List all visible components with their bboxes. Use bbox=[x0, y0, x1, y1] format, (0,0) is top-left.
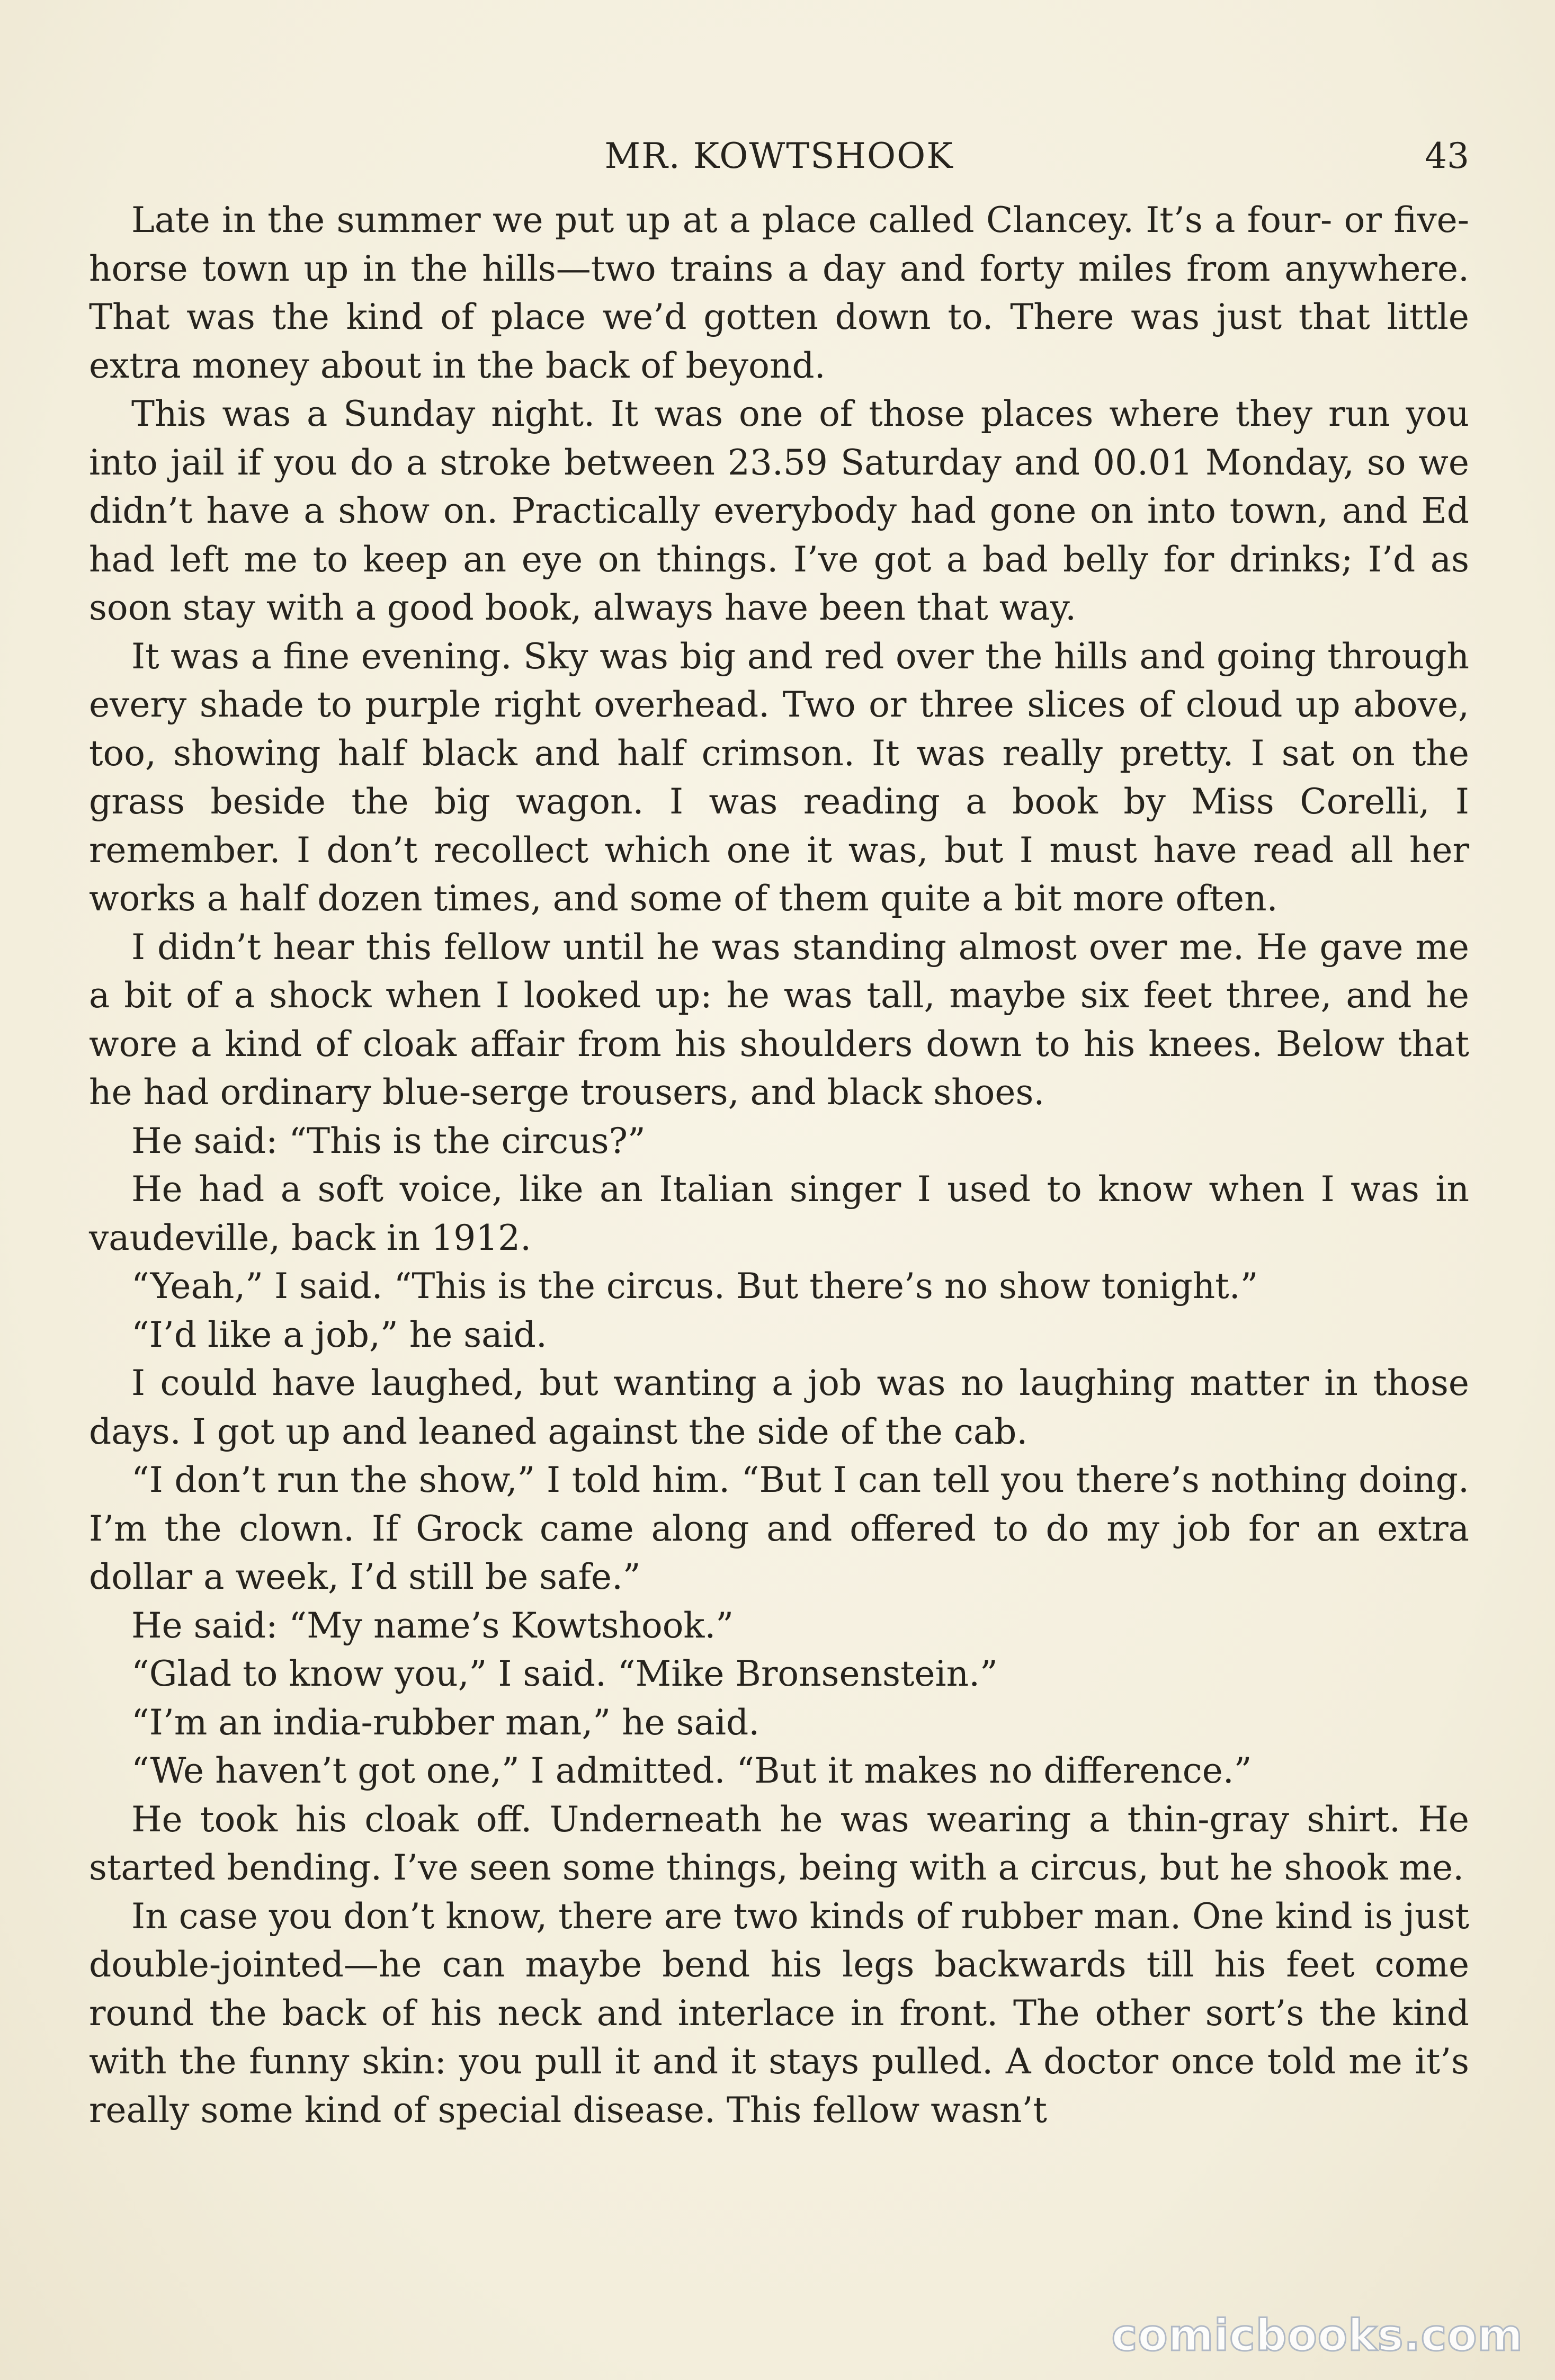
running-title: MR. KOWTSHOOK bbox=[604, 136, 954, 176]
paragraph: “Yeah,” I said. “This is the circus. But there’s no show tonight.” bbox=[131, 1266, 1258, 1307]
paragraph: I didn’t hear this fellow until he was standing almost over me. He gave me a bit of a shock when I looked up: he was tall, maybe six feet three, and he wore a kind of cloak affair from his shoulders down to his knees. Below that he had ordinary blue-serge trousers, and black shoes. bbox=[89, 926, 1469, 1113]
paragraph: “We haven’t got one,” I admitted. “But it makes no difference.” bbox=[131, 1750, 1252, 1791]
paragraph: He said: “My name’s Kowtshook.” bbox=[131, 1605, 734, 1646]
page-number: 43 bbox=[1425, 136, 1469, 176]
paragraph: It was a fine evening. Sky was big and red over the hills and going through every shade to purple right overhead. Two or three slices of cloud up above, too, showing half black and half crimson. It was really pretty. I sat on the grass beside the big wagon. I was reading a book by Miss Corelli, I remember. I don’t recollect which one it was, but I must have read all her works a half dozen times, and some of them quite a bit more often. bbox=[89, 636, 1469, 919]
paragraph: He had a soft voice, like an Italian singer I used to know when I was in vaudeville, back in 1912. bbox=[89, 1169, 1469, 1258]
paragraph: “I’d like a job,” he said. bbox=[131, 1314, 547, 1355]
body-text bbox=[89, 196, 1469, 2134]
paragraph: He said: “This is the circus?” bbox=[131, 1120, 646, 1161]
paragraph: He took his cloak off. Underneath he was wearing a thin-gray shirt. He started bending. I’ve seen some things, being with a circus, but he shook me. bbox=[89, 1799, 1469, 1888]
watermark-logo: comicbooks.com bbox=[1111, 2311, 1523, 2361]
paragraph: In case you don’t know, there are two kinds of rubber man. One kind is just double-jointed—he can maybe bend his legs backwards till his feet come round the back of his neck and interlace in front. The other sort’s the kind with the funny skin: you pull it and it stays pulled. A doctor once told me it’s really some kind of special disease. This fellow wasn’t bbox=[89, 1895, 1469, 2131]
paragraph: I could have laughed, but wanting a job was no laughing matter in those days. I got up and leaned against the side of the cab. bbox=[89, 1363, 1469, 1452]
paragraph: “Glad to know you,” I said. “Mike Bronsenstein.” bbox=[131, 1653, 998, 1694]
paragraph: Late in the summer we put up at a place called Clancey. It’s a four- or five-horse town up in the hills—two trains a day and forty miles from anywhere. That was the kind of place we’d gotten down to. There was just that little extra money about in the back of beyond. bbox=[89, 200, 1469, 386]
page-header bbox=[89, 132, 1469, 180]
paragraph: “I’m an india-rubber man,” he said. bbox=[131, 1702, 760, 1743]
paragraph: This was a Sunday night. It was one of those places where they run you into jail if you do a stroke between 23.59 Saturday and 00.01 Monday, so we didn’t have a show on. Practically everybody had gone on into town, and Ed had left me to keep an eye on things. I’ve got a bad belly for drinks; I’d as soon stay with a good book, always have been that way. bbox=[89, 393, 1469, 628]
paragraph: “I don’t run the show,” I told him. “But I can tell you there’s nothing doing. I’m the clown. If Grock came along and offered to do my job for an extra dollar a week, I’d still be safe.” bbox=[89, 1460, 1469, 1597]
